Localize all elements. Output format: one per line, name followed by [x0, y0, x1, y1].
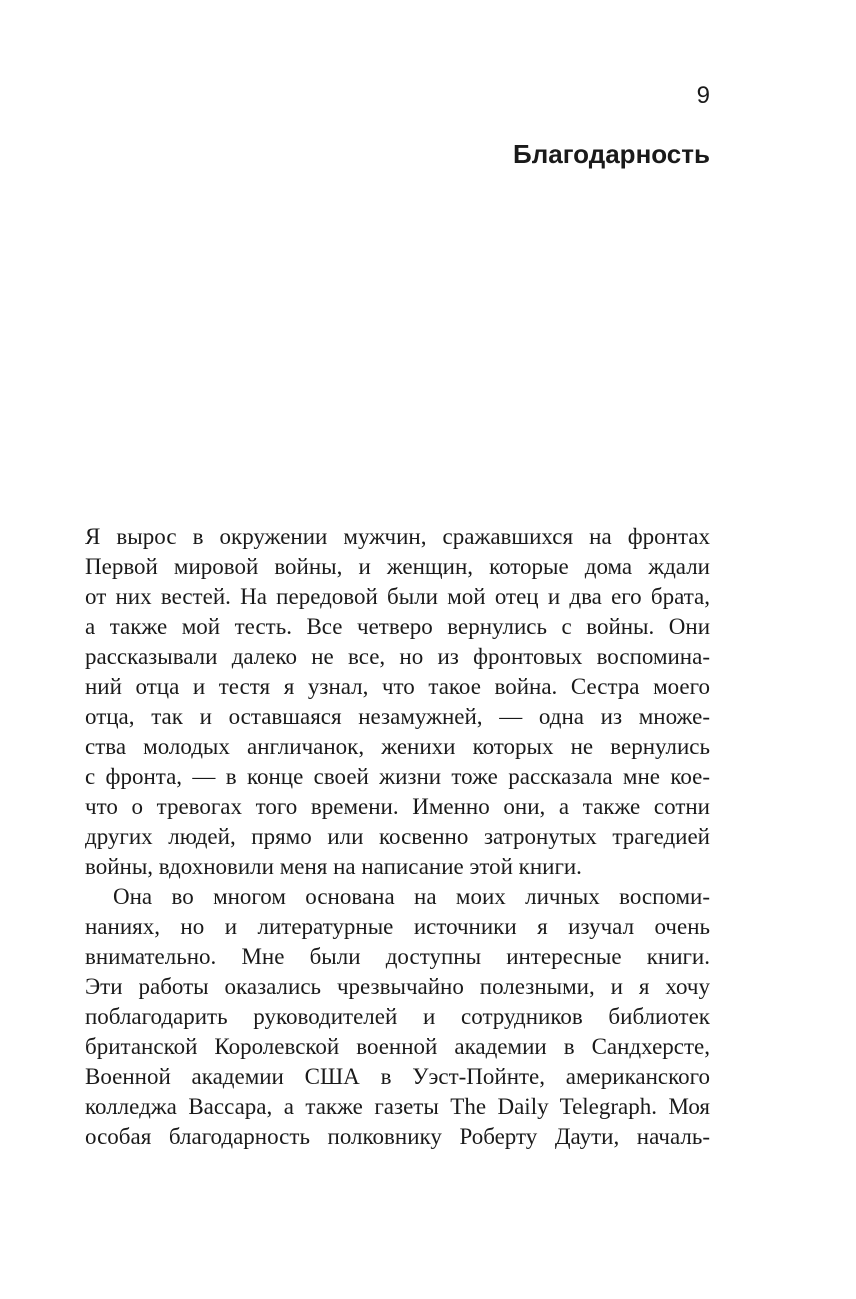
body-line: Первой мировой войны, и женщин, которые дома ждали: [85, 554, 710, 579]
paragraph: [85, 522, 710, 882]
body-line: поблагодарить руководителей и сотрудников библиотек: [85, 1004, 710, 1029]
body-line: внимательно. Мне были доступны интересные книги.: [85, 944, 710, 969]
body-line: войны, вдохновили меня на написание этой книги.: [85, 854, 582, 879]
body-line: Эти работы оказались чрезвычайно полезными, и я хочу: [85, 974, 710, 999]
body-line: что о тревогах того времени. Именно они, а также сотни: [85, 794, 710, 819]
page-number: 9: [696, 82, 710, 109]
body-line: ний отца и тестя я узнал, что такое война. Сестра моего: [85, 674, 710, 699]
body-line: Я вырос в окружении мужчин, сражавшихся на фронтах: [85, 524, 710, 549]
body-line: рассказывали далеко не все, но из фронтовых воспомина-: [85, 644, 710, 669]
body-line: а также мой тесть. Все четверо вернулись с войны. Они: [85, 614, 710, 639]
body-line: Она во многом основана на моих личных воспоми-: [113, 884, 710, 909]
body-line: Военной академии США в Уэст-Пойнте, американского: [85, 1064, 710, 1089]
body-line: наниях, но и литературные источники я изучал очень: [85, 914, 710, 939]
body-line: других людей, прямо или косвенно затронутых трагедией: [85, 824, 710, 849]
body-line: с фронта, — в конце своей жизни тоже рассказала мне кое-: [85, 764, 710, 789]
body-line: отца, так и оставшаяся незамужней, — одна из множе-: [85, 704, 710, 729]
body-line: ства молодых англичанок, женихи которых не вернулись: [85, 734, 710, 759]
paragraph: [85, 882, 710, 1152]
body-line: от них вестей. На передовой были мой отец и два его брата,: [85, 584, 710, 609]
body-line: британской Королевской военной академии в Сандхерсте,: [85, 1034, 710, 1059]
body-line: особая благодарность полковнику Роберту Даути, началь-: [85, 1124, 710, 1149]
body-line: колледжа Вассара, а также газеты The Daily Telegraph. Моя: [85, 1094, 710, 1119]
body-text: [85, 522, 710, 1152]
chapter-heading: Благодарность: [513, 139, 710, 169]
